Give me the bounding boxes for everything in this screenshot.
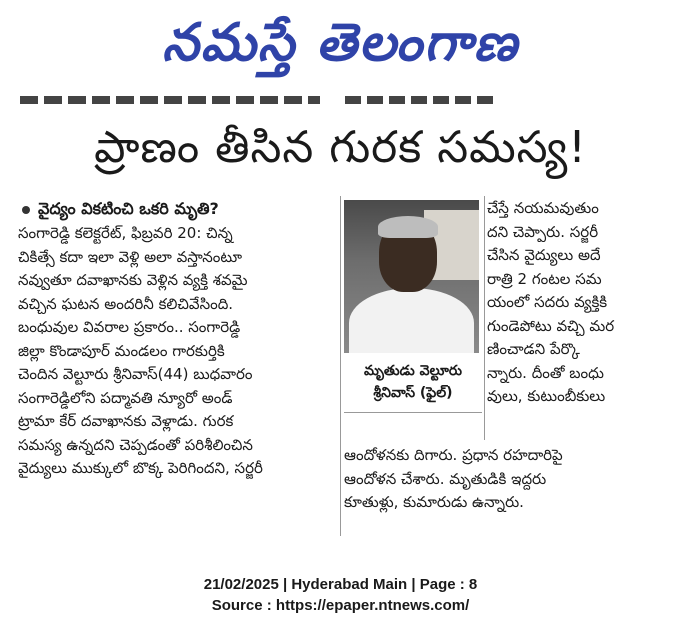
divider-right [484,196,485,440]
photo-caption [344,360,482,404]
text-line: దని చెప్పారు. సర్జరీ [487,222,599,241]
text-line: ఆందోళనకు దిగారు. ప్రధాన రహదారిపై [344,446,563,464]
divider-left [340,196,341,536]
text-line: ఆందోళన చేశారు. మృతుడికి ఇద్దరు [344,469,547,488]
text-line: గుండెపోటు వచ్చి మర [487,316,615,335]
footer-edition-line: 21/02/2025 | Hyderabad Main | Page : 8 [203,576,478,593]
photo-hair [378,216,438,238]
text-line: యంలో సదరు వ్యక్తికి [487,293,608,311]
victim-photo [344,200,479,353]
text-line: వులు, కుటుంబీకులు [487,387,606,405]
article-subheading: వైద్యం వికటించి ఒకరి మృతి? [22,197,342,221]
cutoff-text-strip [20,96,320,104]
left-column [18,222,340,481]
text-line: ట్రామా కేర్ దవాఖానకు వెళ్లాడు. గురక [18,412,234,430]
source-footer [0,574,681,616]
text-line: వచ్చిన ఘటన అందరినీ కలిచివేసింది. [18,294,234,313]
text-line: చెందిన వెల్టూరు శ్రీనివాస్(44) బుధవారం [18,365,253,383]
text-line: సమస్య ఉన్నదని చెప్పడంతో పరిశీలించిన [18,435,253,454]
text-line: జిల్లా కొండాపూర్ మండలం గారకుర్తికి [18,341,225,360]
masthead-logo: నమస్తే తెలంగాణ [162,13,519,73]
text-line: రాత్రి 2 గంటల సమ [487,269,602,288]
photo-shirt [349,288,474,353]
caption-divider [344,412,482,413]
text-line: చేసిన వైద్యులు అదే [487,246,601,264]
article-headline: ప్రాణం తీసిన గురక సమస్య! [94,122,587,173]
text-line: చికిత్సే కదా ఇలా వెళ్లి అలా వస్తానంటూ [18,247,242,266]
text-line: నవ్వుతూ దవాఖానకు వెళ్లిన వ్యక్తి శవమై [18,271,248,289]
text-line: కూతుళ్లు, కుమారుడు ఉన్నారు. [344,493,524,511]
text-line: న్నారు. దీంతో బంధు [487,363,604,382]
text-line: సంగారెడ్డిలోని పద్మావతి న్యూరో అండ్ [18,388,233,407]
bullet-icon [22,206,30,214]
text-line: సంగారెడ్డి కలెక్టరేట్, ఫిబ్రవరి 20: చిన్న [18,224,233,242]
footer-source-line: Source : https://epaper.ntnews.com/ [211,597,470,614]
caption-line: మృతుడు వెల్టూరు [363,363,463,379]
cutoff-text-strip-right [345,96,495,104]
caption-line: శ్రీనివాస్ (ఫైల్) [373,385,453,401]
text-line: బంధువుల వివరాల ప్రకారం.. సంగారెడ్డి [18,318,241,336]
right-column [487,197,665,409]
text-line: వైద్యులు ముక్కులో బొక్క పెరిగిందని, సర్జరీ [18,459,263,477]
text-line: ణించాడని పేర్కొ [487,340,580,358]
text-line: చేస్తే నయమవుతుం [487,199,599,217]
bottom-column [344,444,664,515]
